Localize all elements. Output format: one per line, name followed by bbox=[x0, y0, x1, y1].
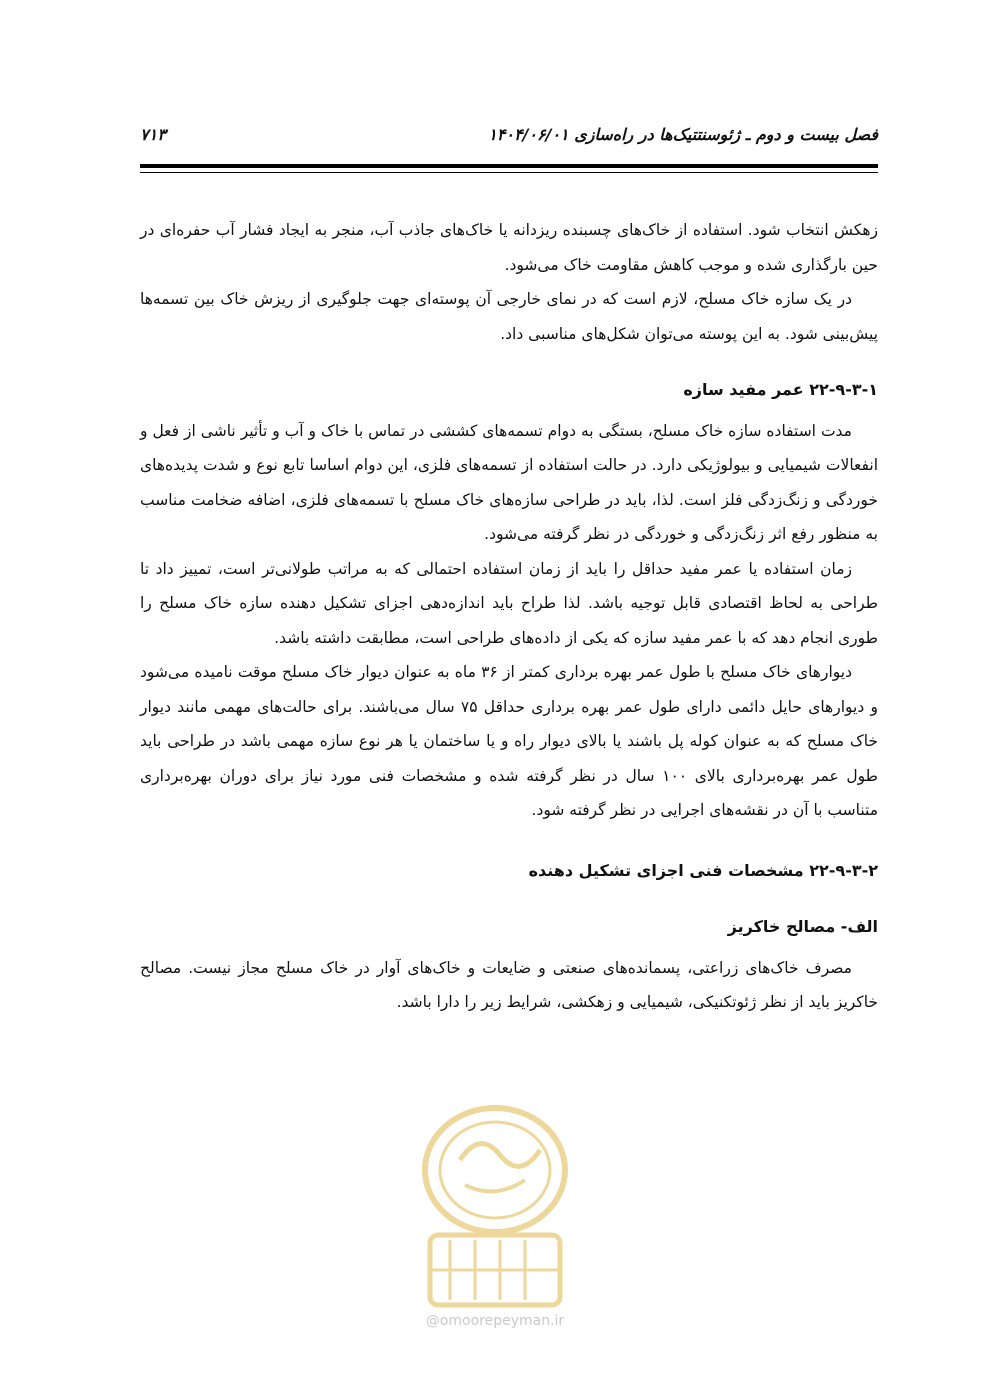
section-heading-2: ۲۲-۹-۳-۲ مشخصات فنی اجزای تشکیل دهنده bbox=[528, 860, 878, 880]
paragraph-6: مصرف خاک‌های زراعتی، پسمانده‌های صنعتی و ضایعات و خاک‌های آوار در خاک مسلح مجاز نیست. مصالح خاکریز باید از نظر ژئوتکنیکی، شیمیایی و زهکشی، شرایط زیر را دارا باشد. bbox=[140, 958, 878, 1011]
paragraph-2: در یک سازه خاک مسلح، لازم است که در نمای خارجی آن پوسته‌ای جهت جلوگیری از ریزش خاک بین تسمه‌ها پیش‌بینی شود. به این پوسته می‌توان شکل‌های مناسبی داد. bbox=[140, 290, 878, 343]
paragraph-3: مدت استفاده سازه خاک مسلح، بستگی به دوام تسمه‌های کششی در تماس با خاک و آب و تأثیر ناشی از فعل و انفعالات شیمیایی و بیولوژیکی دارد. در حالت استفاده از تسمه‌های فلزی، این دوام اساسا تابع نوع و شدت پدیده‌های خوردگی و زنگ‌زدگی فلز است. لذا، باید در طراحی سازه‌های خاک مسلح با تسمه‌های فلزی، اضافه ضخامت مناسب به منظور رفع اثر زنگ‌زدگی و خوردگی در نظر گرفته می‌شود. bbox=[140, 421, 878, 543]
watermark-text: @omoorepeyman.ir bbox=[425, 1313, 565, 1329]
header-rule-thick bbox=[140, 164, 878, 168]
paragraph-1: زهکش انتخاب شود. استفاده از خاک‌های چسبنده ریزدانه یا خاک‌های جاذب آب، منجر به ایجاد فشار آب حفره‌ای در حین بارگذاری شده و موجب کاهش مقاومت خاک می‌شود. bbox=[140, 221, 878, 274]
watermark-logo-icon bbox=[400, 1100, 590, 1320]
header-rule-thin bbox=[140, 172, 878, 173]
page-header bbox=[140, 125, 878, 155]
paragraph-4: زمان استفاده یا عمر مفید حداقل را باید از زمان استفاده احتمالی که به مراتب طولانی‌تر است، تمییز داد تا طراحی به لحاظ اقتصادی قابل توجیه باشد. لذا طراح باید اندازه‌دهی اجزای تشکیل دهنده سازه خاک مسلح را طوری انجام دهد که با عمر مفید سازه که یکی از داده‌های طراحی است، مطابقت داشته باشد. bbox=[140, 559, 878, 647]
page-body bbox=[140, 213, 878, 1020]
page-number: ۷۱۳ bbox=[140, 125, 166, 144]
subsection-heading: الف- مصالح خاکریز bbox=[727, 917, 878, 936]
chapter-title: فصل بیست و دوم ـ ژئوسنتتیک‌ها در راه‌سازی ۱۴۰۴/۰۶/۰۱ bbox=[488, 125, 878, 144]
paragraph-5: دیوارهای خاک مسلح با طول عمر بهره برداری کمتر از ۳۶ ماه به عنوان دیوار خاک مسلح موقت نامیده می‌شود و دیوارهای حایل دائمی دارای طول عمر بهره برداری حداقل ۷۵ سال می‌باشند. برای حالت‌های مهمی مانند دیوار خاک مسلح که به عنوان کوله پل باشند یا بالای دیوار راه و یا ساختمان یا هر نوع سازه مهمی باشد در طراحی باید طول عمر بهره‌برداری بالای ۱۰۰ سال در نظر گرفته شده و مشخصات فنی مورد نیاز برای دوران بهره‌برداری متناسب با آن در نقشه‌های اجرایی در نظر گرفته شود. bbox=[140, 663, 878, 819]
section-heading-1: ۲۲-۹-۳-۱ عمر مفید سازه bbox=[683, 380, 878, 399]
